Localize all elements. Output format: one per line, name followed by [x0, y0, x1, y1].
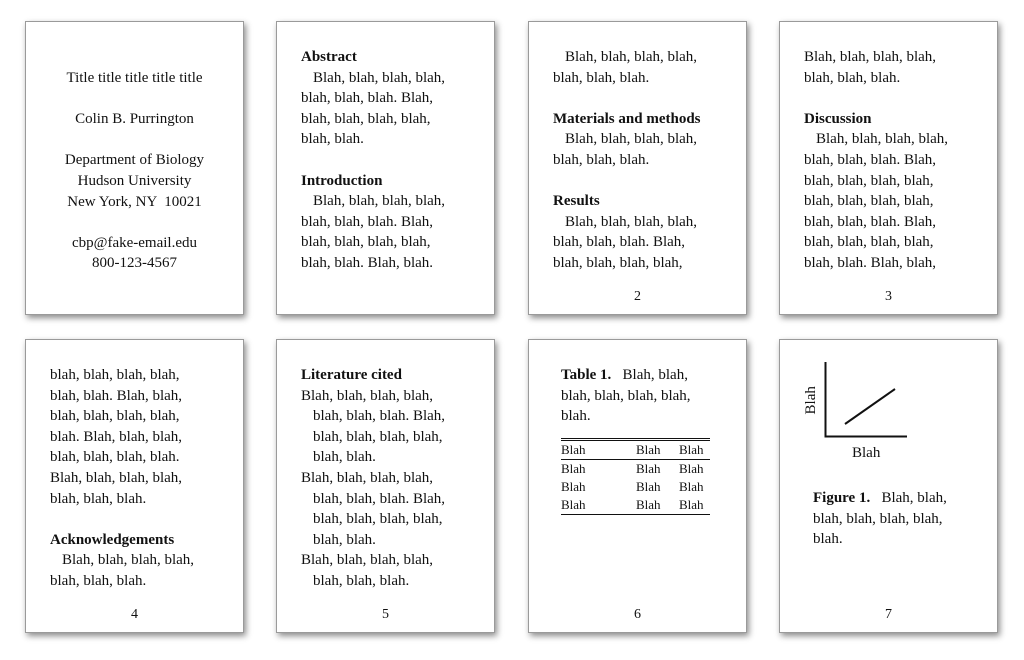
body-line: blah, blah, blah. [50, 490, 147, 507]
abstract-line: Blah, blah, blah, blah, [313, 69, 446, 86]
reference-line: blah, blah, blah, blah, [313, 428, 443, 445]
reference-line: blah, blah, blah. Blah, [313, 408, 446, 425]
intro-line: blah, blah, blah, blah, [301, 234, 431, 251]
reference-line: blah, blah, blah, blah, [313, 511, 443, 528]
methods-line: blah, blah, blah. [553, 151, 650, 168]
body-line: blah, blah, blah, blah. [50, 449, 180, 466]
table-cell: Blah [636, 479, 661, 494]
ack-line: Blah, blah, blah, blah, [62, 552, 195, 569]
paper-title: Title title title title title [66, 70, 203, 86]
methods-heading: Materials and methods [553, 110, 701, 127]
discussion-heading: Discussion [804, 110, 872, 127]
page-number: 7 [885, 607, 892, 622]
table-header-row [561, 440, 710, 460]
figure-trend-line [845, 389, 895, 424]
page-5-acknowledgements [25, 339, 244, 633]
table-cell: Blah [561, 479, 586, 494]
table-caption-text: blah. [561, 408, 591, 425]
discussion-line: blah, blah, blah, blah, [804, 172, 934, 189]
title-block [26, 68, 243, 274]
table-header-cell: Blah [636, 442, 661, 457]
figure-caption-text: Blah, blah, [881, 490, 947, 506]
table-cell: Blah [679, 497, 704, 512]
intro-line: blah, blah. Blah, blah. [301, 254, 434, 271]
intro-line: Blah, blah, blah, blah, [313, 193, 446, 210]
page-7-table [528, 339, 747, 633]
figure-x-label: Blah [852, 445, 881, 461]
ack-line: blah, blah, blah. [50, 572, 147, 589]
author-name: Colin B. Purrington [75, 111, 194, 128]
abstract-line: blah, blah. [301, 131, 364, 148]
reference-line: blah, blah, blah. [313, 572, 410, 589]
reference-line: Blah, blah, blah, blah, [301, 469, 434, 486]
results-heading: Results [553, 193, 600, 210]
literature-heading: Literature cited [301, 367, 402, 383]
results-line: blah, blah, blah, blah, [553, 254, 683, 271]
page-number: 6 [634, 607, 641, 622]
discussion-line: blah, blah. Blah, blah, [804, 254, 937, 271]
figure-caption-text: blah, blah, blah, blah, [813, 510, 943, 527]
table-header-cell: Blah [561, 442, 586, 457]
table-row [561, 478, 710, 496]
body-line: Blah, blah, blah, blah, [804, 49, 937, 65]
body-line: Blah, blah, blah, blah, [565, 49, 698, 65]
table-cell: Blah [561, 497, 586, 512]
acknowledgements-heading: Acknowledgements [50, 531, 175, 548]
table-cell: Blah [679, 461, 704, 476]
body-line: blah, blah, blah. [804, 69, 901, 86]
page-1-title [25, 21, 244, 315]
department: Department of Biology [64, 152, 205, 169]
intro-line: blah, blah, blah. Blah, [301, 213, 434, 230]
table-caption-label: Table 1. [561, 367, 612, 383]
phone: 800-123-4567 [92, 255, 177, 272]
page-4-discussion [779, 21, 998, 315]
table-cell: Blah [679, 479, 704, 494]
body-line: blah, blah. Blah, blah, [50, 387, 183, 404]
results-line: blah, blah, blah. Blah, [553, 234, 686, 251]
city-address: New York, NY 10021 [67, 193, 202, 210]
body-line: Blah, blah, blah, blah, [50, 469, 183, 486]
table-row [561, 496, 710, 515]
abstract-heading: Abstract [301, 49, 357, 65]
page-number: 4 [131, 607, 138, 622]
figure-caption-label: Figure 1. [813, 490, 871, 506]
discussion-line: blah, blah, blah. Blah, [804, 213, 937, 230]
body-line: blah, blah, blah, blah, [50, 408, 180, 425]
page-number: 3 [885, 289, 892, 304]
reference-line: Blah, blah, blah, blah, [301, 552, 434, 569]
reference-line: blah, blah. [313, 449, 376, 466]
abstract-line: blah, blah, blah. Blah, [301, 90, 434, 107]
discussion-line: blah, blah, blah, blah, [804, 234, 934, 251]
page-3-methods [528, 21, 747, 315]
table-cell: Blah [636, 497, 661, 512]
page-2-abstract [276, 21, 495, 315]
figure-caption-text: blah. [813, 531, 843, 548]
body-line: blah. Blah, blah, blah, [50, 428, 183, 445]
page-number: 5 [382, 607, 389, 622]
page-6-literature [276, 339, 495, 633]
methods-line: Blah, blah, blah, blah, [565, 131, 698, 148]
body-line: blah, blah, blah. [553, 69, 650, 86]
results-line: Blah, blah, blah, blah, [565, 213, 698, 230]
figure-y-label: Blah [802, 386, 819, 415]
reference-line: blah, blah. [313, 531, 376, 548]
university: Hudson University [77, 172, 192, 189]
discussion-line: blah, blah, blah. Blah, [804, 151, 937, 168]
email: cbp@fake-email.edu [71, 234, 197, 251]
introduction-heading: Introduction [301, 172, 383, 189]
page-number: 2 [634, 289, 641, 304]
reference-line: blah, blah, blah. Blah, [313, 490, 446, 507]
page-8-figure [779, 339, 998, 633]
table-cell: Blah [636, 461, 661, 476]
table-row [561, 460, 710, 479]
table-caption-text: Blah, blah, [622, 367, 688, 383]
abstract-line: blah, blah, blah, blah, [301, 110, 431, 127]
reference-line: Blah, blah, blah, blah, [301, 387, 434, 404]
table-caption-text: blah, blah, blah, blah, [561, 387, 691, 404]
discussion-line: blah, blah, blah, blah, [804, 193, 934, 210]
table-header-cell: Blah [679, 442, 704, 457]
body-line: blah, blah, blah, blah, [50, 367, 180, 383]
table-cell: Blah [561, 461, 586, 476]
discussion-line: Blah, blah, blah, blah, [816, 131, 949, 148]
data-table [561, 438, 710, 515]
